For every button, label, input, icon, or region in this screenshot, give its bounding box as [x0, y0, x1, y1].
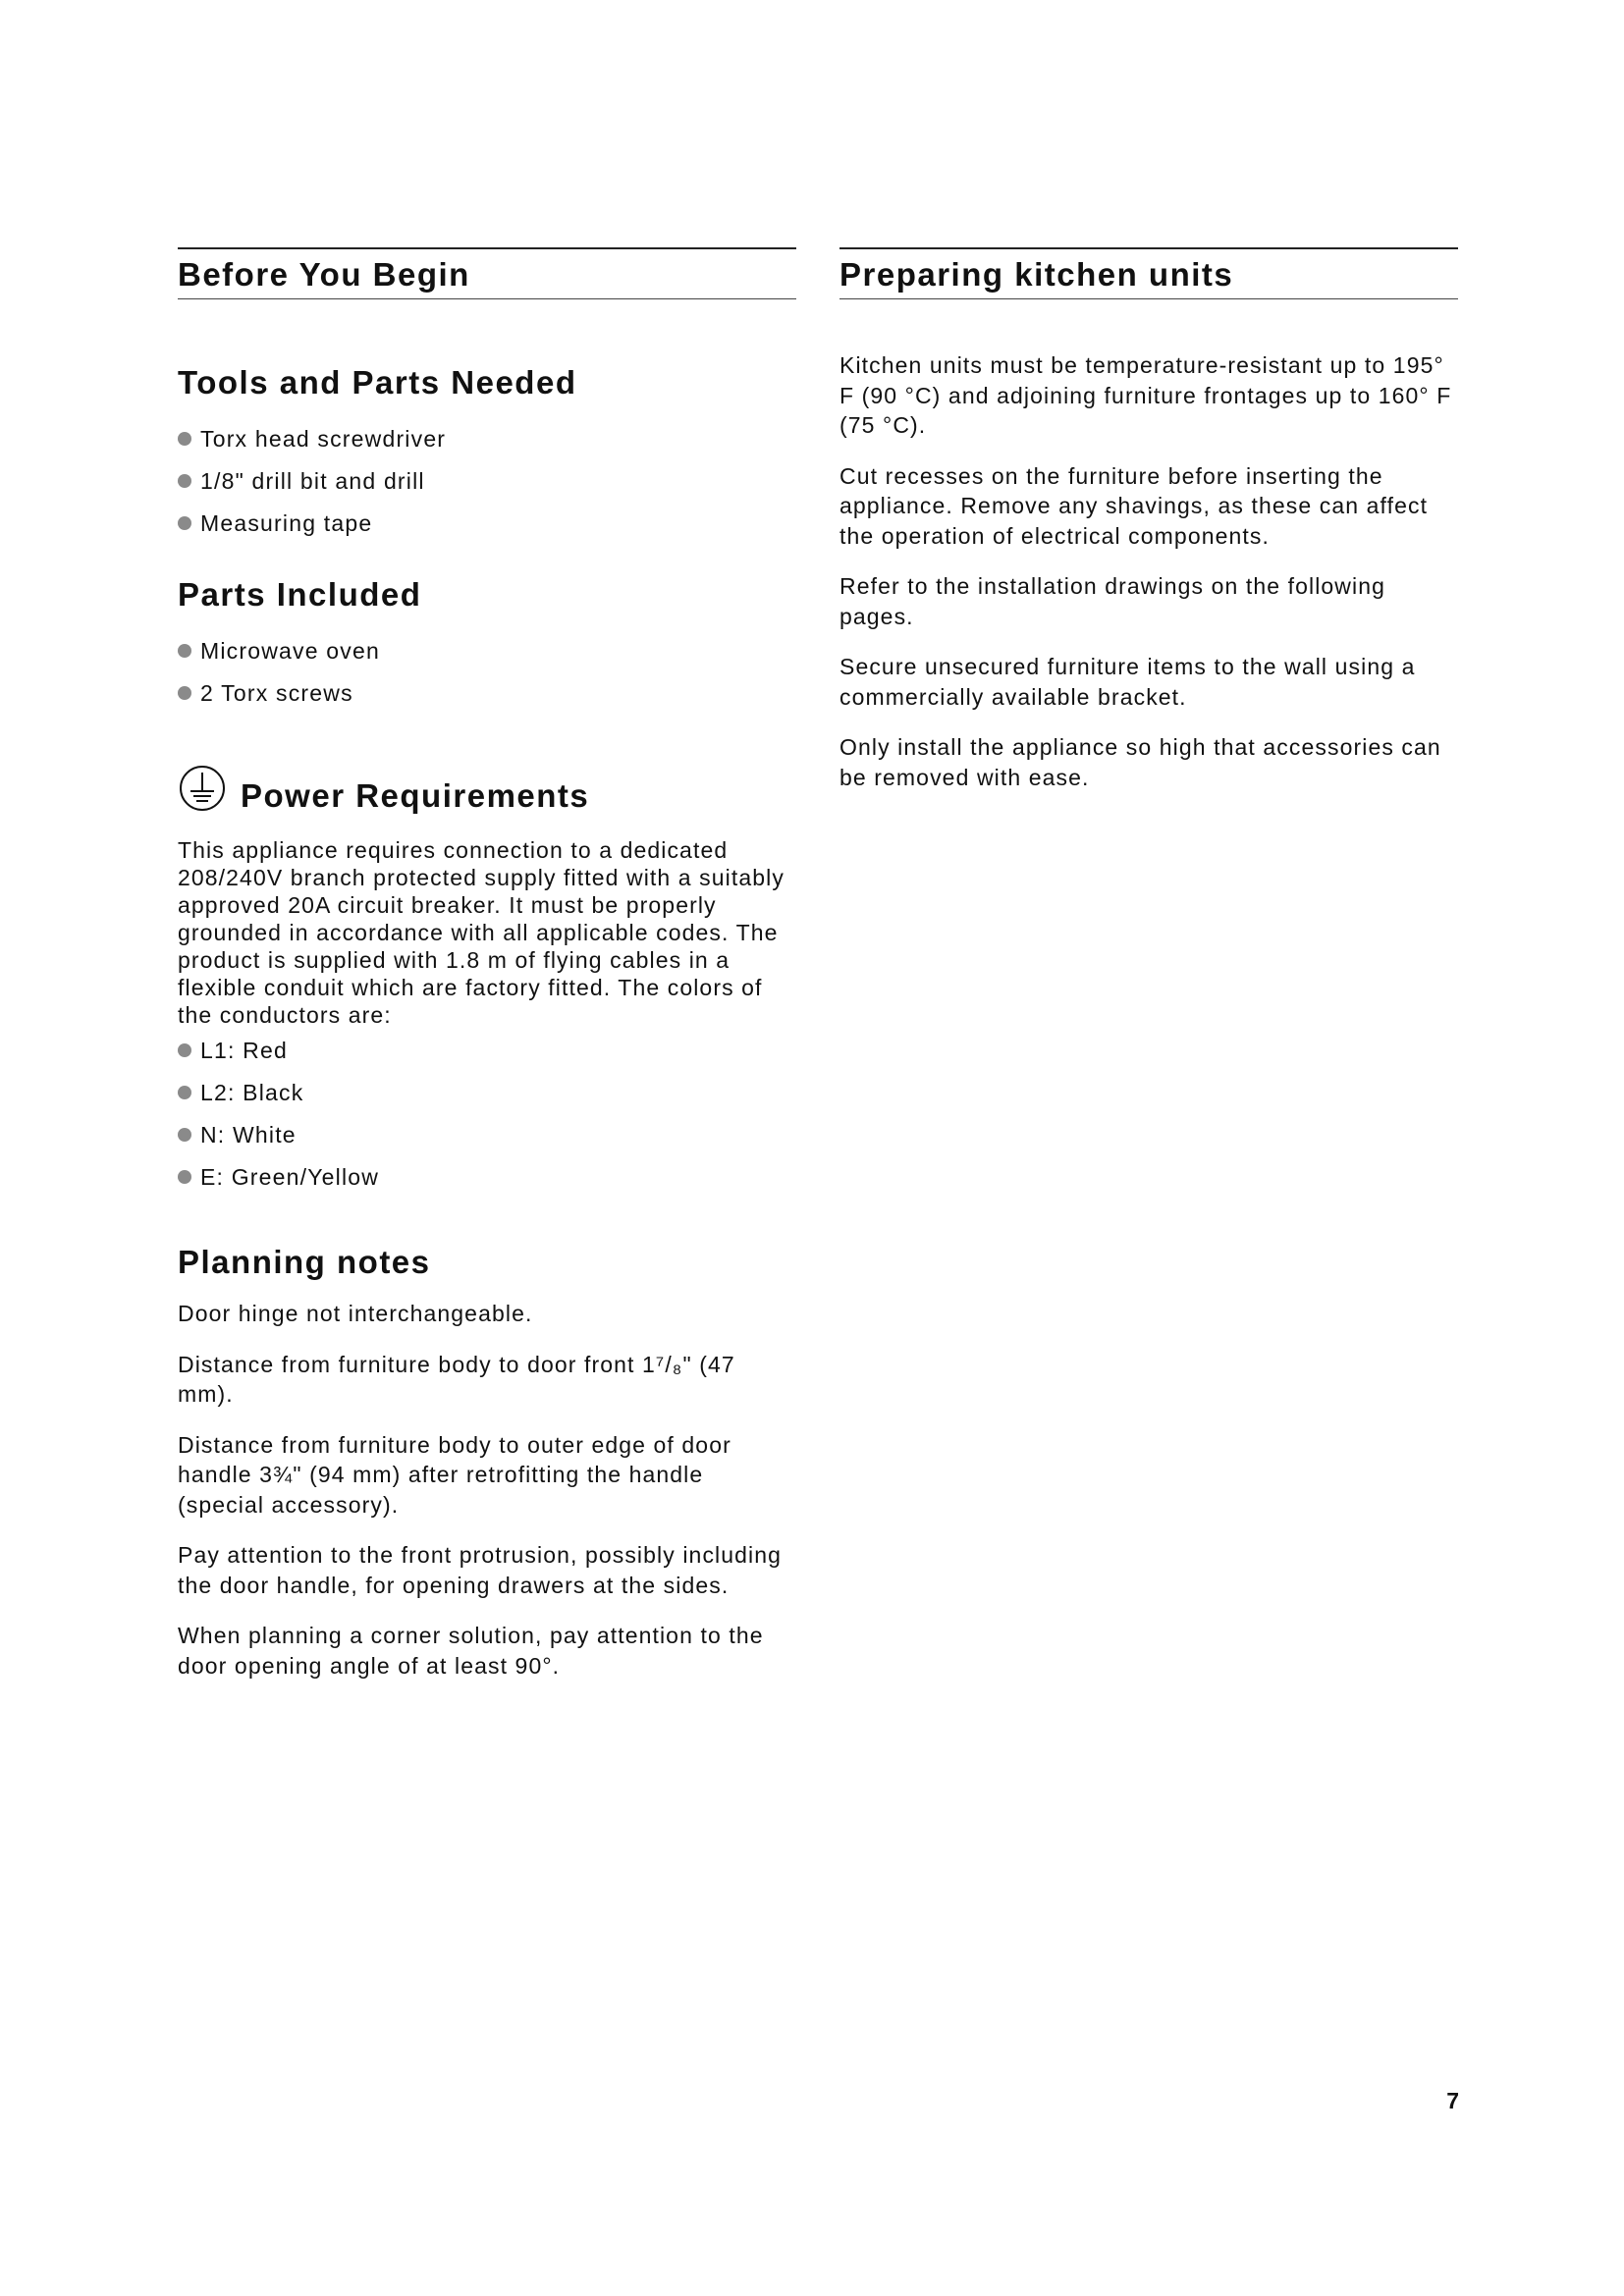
bullet-icon [178, 1170, 191, 1184]
page-number: 7 [1446, 2088, 1459, 2113]
bullet-icon [178, 1043, 191, 1057]
bullet-icon [178, 1086, 191, 1099]
planning-note: Pay attention to the front protrusion, possibly including the door handle, for opening drawers at the sides. [178, 1542, 783, 1598]
ground-icon [178, 764, 227, 813]
planning-note: Distance from furniture body to door front 1⁷/₈" (47 mm). [178, 1351, 735, 1407]
planning-heading: Planning notes [178, 1244, 431, 1280]
bullet-icon [178, 474, 191, 488]
kitchen-note: Only install the appliance so high that accessories can be removed with ease. [839, 734, 1441, 790]
kitchen-note: Kitchen units must be temperature-resistant up to 195° F (90 °C) and adjoining furniture frontages up to 160° F (75 °C). [839, 352, 1452, 438]
power-paragraph: This appliance requires connection to a dedicated 208/240V branch protected supply fitted with a suitably approved 20A circuit breaker. It must be properly grounded in accordance with all applicable codes. The product is supplied with 1.8 m of flying cables in a flexible conduit which are factory fitted. The colors of the conductors are: [178, 837, 785, 1028]
right-column [839, 247, 1458, 813]
kitchen-units-notes [839, 350, 1458, 792]
planning-note: Distance from furniture body to outer edge of door handle 3¾" (94 mm) after retrofitting the handle (special accessory). [178, 1431, 731, 1518]
kitchen-note: Secure unsecured furniture items to the wall using a commercially available bracket. [839, 654, 1416, 710]
list-item: E: Green/Yellow [178, 1163, 796, 1191]
kitchen-note: Refer to the installation drawings on the following pages. [839, 573, 1386, 629]
power-heading-row [178, 762, 796, 815]
list-item: 1/8" drill bit and drill [178, 467, 796, 495]
list-item: Microwave oven [178, 637, 796, 665]
list-item: Torx head screwdriver [178, 425, 796, 453]
planning-note: When planning a corner solution, pay attention to the door opening angle of at least 90°. [178, 1623, 764, 1679]
kitchen-note: Cut recesses on the furniture before inserting the appliance. Remove any shavings, as these can affect the operation of electrical components. [839, 462, 1429, 549]
bullet-icon [178, 1128, 191, 1142]
section-title-preparing-kitchen-units: Preparing kitchen units [839, 247, 1458, 299]
parts-list [178, 637, 796, 707]
section-title-before-you-begin: Before You Begin [178, 247, 796, 299]
planning-notes [178, 1299, 796, 1681]
tools-heading: Tools and Parts Needed [178, 364, 577, 400]
bullet-icon [178, 432, 191, 446]
tools-list [178, 425, 796, 537]
bullet-icon [178, 644, 191, 658]
left-column [178, 247, 796, 1701]
conductor-list [178, 1037, 796, 1191]
list-item: L2: Black [178, 1079, 796, 1106]
bullet-icon [178, 516, 191, 530]
parts-heading: Parts Included [178, 576, 422, 613]
planning-note: Door hinge not interchangeable. [178, 1301, 533, 1326]
list-item: Measuring tape [178, 509, 796, 537]
bullet-icon [178, 686, 191, 700]
list-item: L1: Red [178, 1037, 796, 1064]
list-item: N: White [178, 1121, 796, 1148]
power-heading: Power Requirements [241, 777, 590, 814]
list-item: 2 Torx screws [178, 679, 796, 707]
